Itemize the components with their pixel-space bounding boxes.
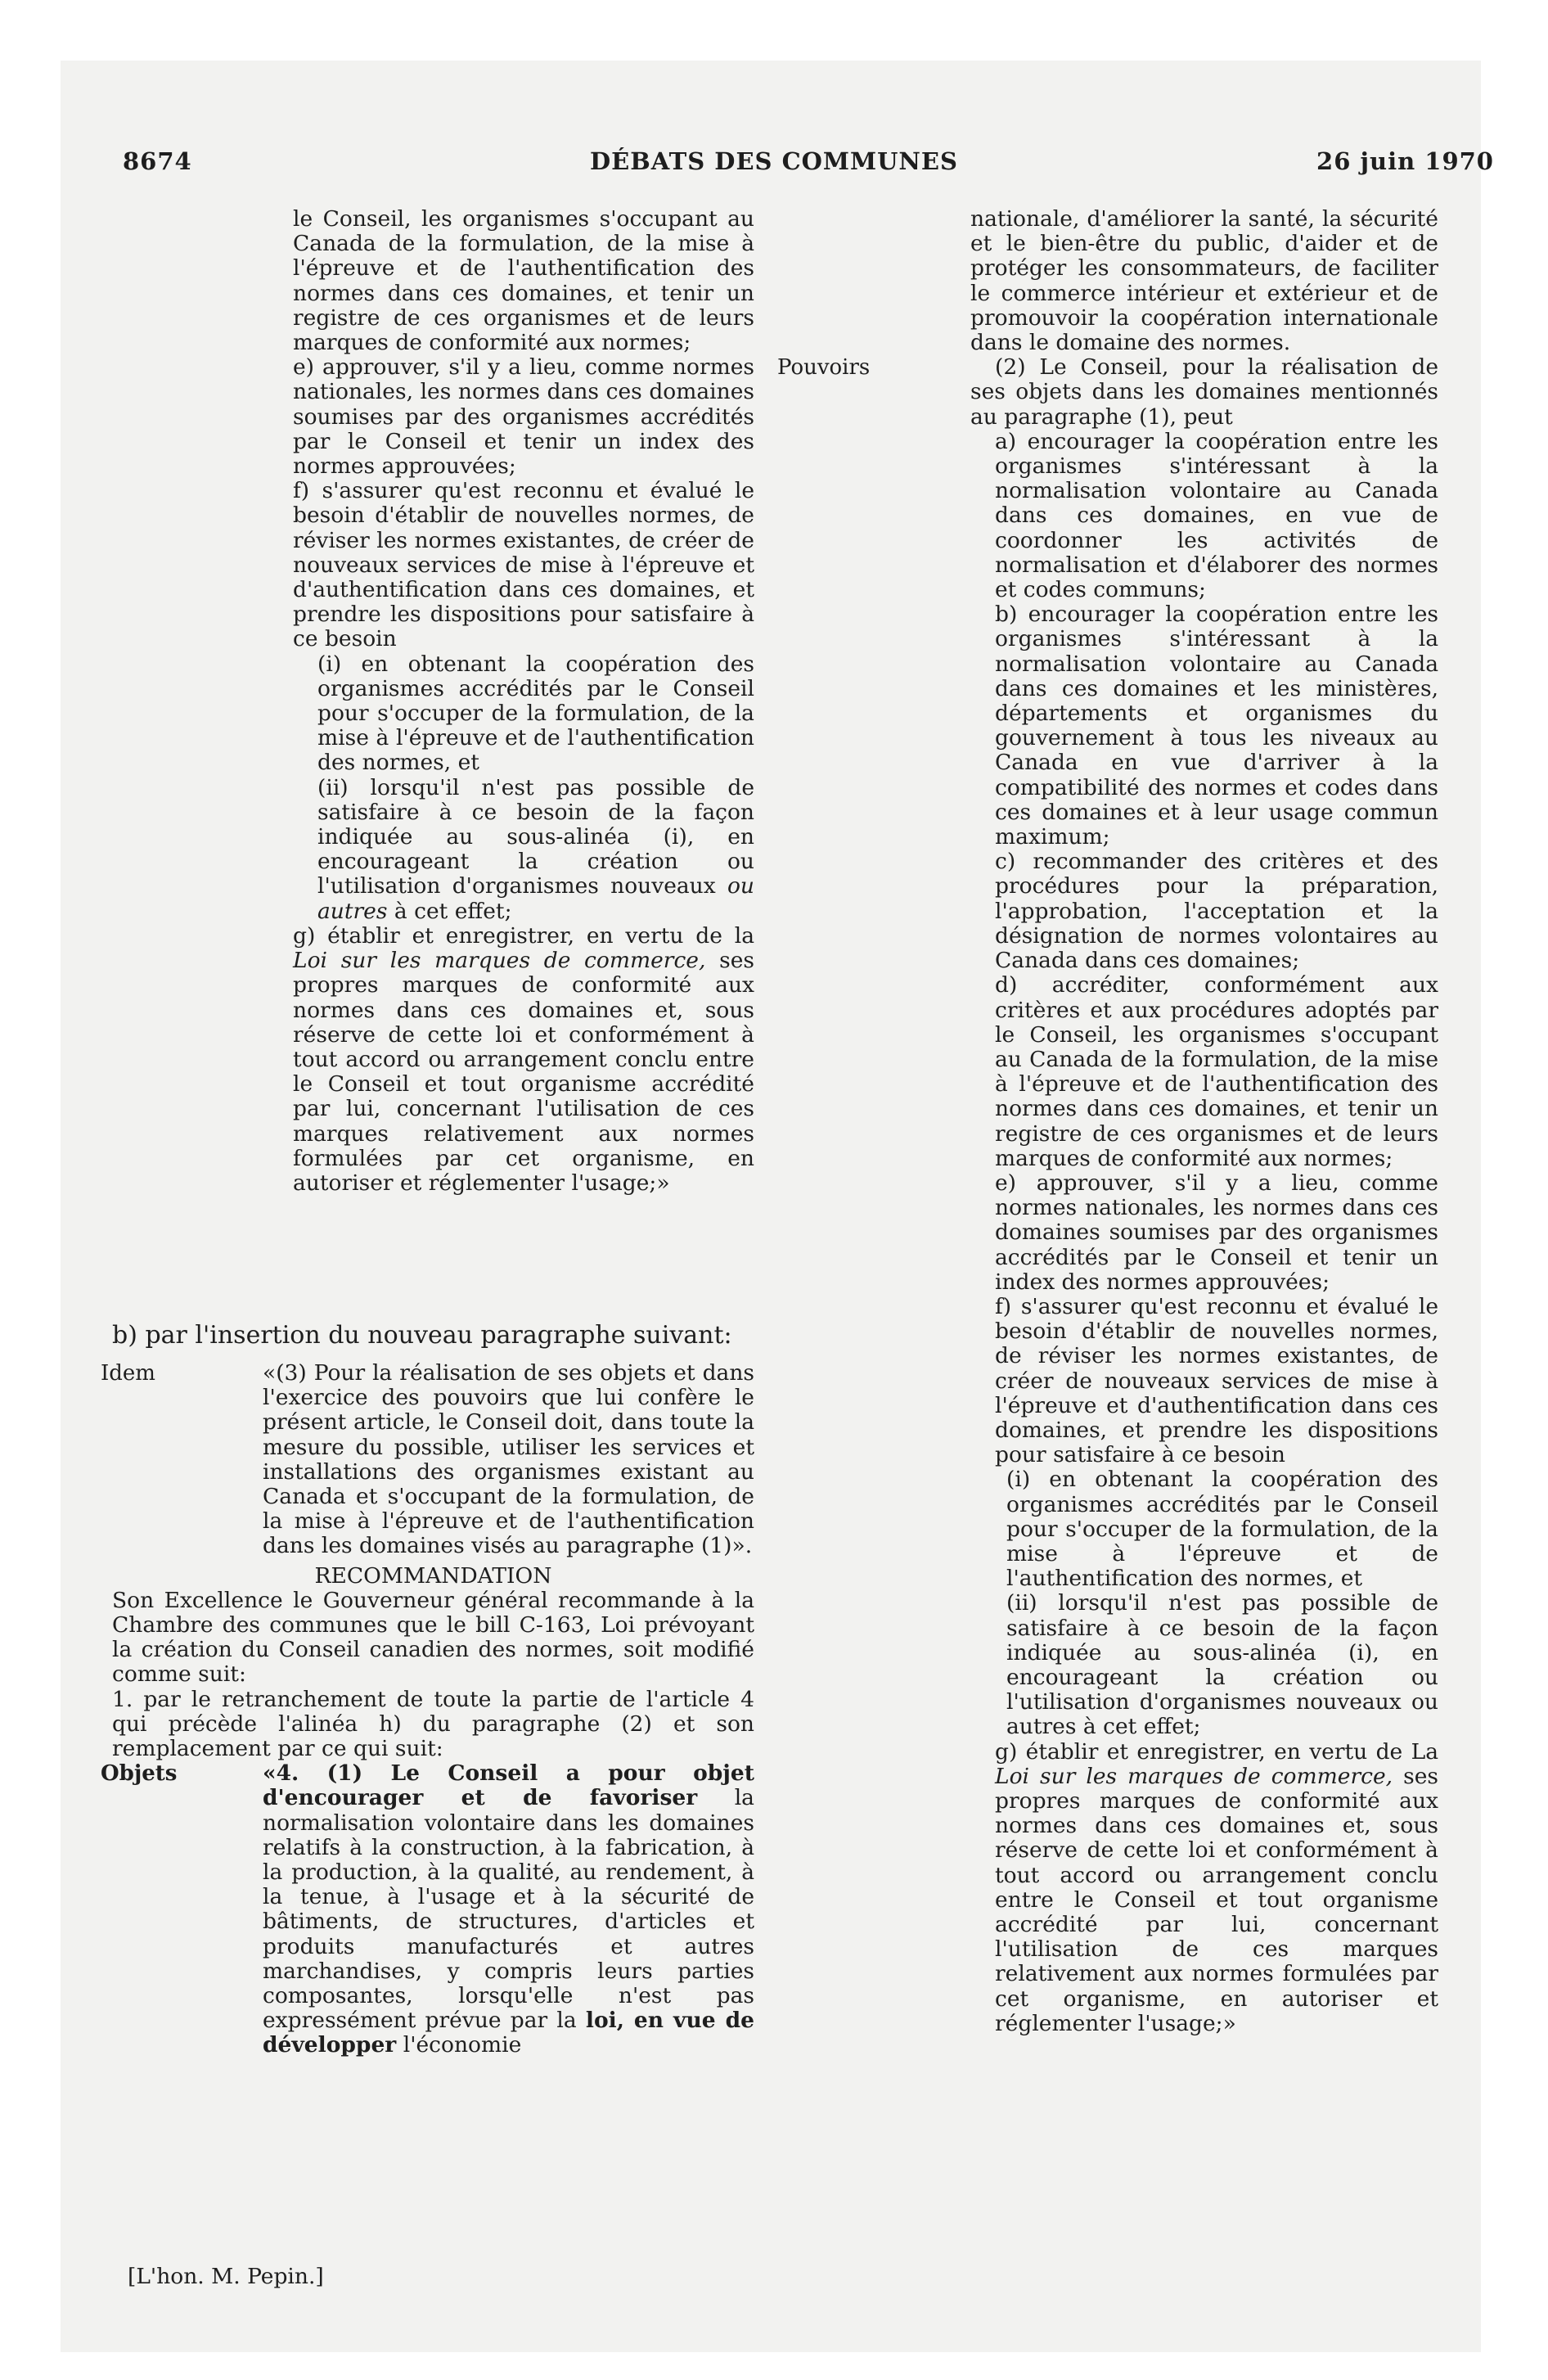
item-a: a) encourager la coopération entre les organismes s'intéressant à la normalisation volontaire au Canada dans ces domaines, en vue de coordonner les activités de normalisation et d'élaborer des normes et codes communs; xyxy=(995,428,1438,603)
italic-text: Loi sur les marques de commerce, xyxy=(293,948,706,974)
right-column xyxy=(777,206,1438,2036)
amendment-b-heading: b) par l'insertion du nouveau paragraphe suivant: xyxy=(112,1321,732,1350)
left-column-bottom xyxy=(101,1321,754,2058)
italic-text: Loi sur les marques de commerce, xyxy=(995,1763,1393,1789)
margin-note-objets: Objets xyxy=(101,1761,178,1787)
paragraph-2: (2) Le Conseil, pour la réalisation de ses objets dans les domaines mentionnés au paragraphe (1), peut xyxy=(970,354,1438,430)
subparagraph-i: (i) en obtenant la coopération des organismes accrédités par le Conseil pour s'occuper de la formulation, de la mise à l'épreuve et de l'authentification des normes, et xyxy=(317,651,754,776)
recommandation-text: Son Excellence le Gouverneur général recommande à la Chambre des communes que le bill C-163, Loi prévoyant la création du Conseil canadien des normes, soit modifié comme suit: xyxy=(112,1587,754,1688)
item-e: e) approuver, s'il y a lieu, comme normes nationales, les normes dans ces domaines soumises par des organismes accrédités par le Conseil et tenir un index des normes approuvées; xyxy=(995,1170,1438,1295)
item-c: c) recommander des critères et des procédures pour la préparation, l'approbation, l'acceptation et la désignation de normes volontaires au Canada dans ces domaines; xyxy=(995,849,1438,974)
text: ses propres marques de conformité aux normes dans ces domaines et, sous réserve de cette loi et conformément à tout accord ou arrangement conclu entre le Conseil et tout organisme accrédité par lui, concernant l'utilisation de ces marques relativement aux normes formulées par cet organisme, en autoriser et réglementer l'usage;» xyxy=(995,1763,1438,2036)
bold-text: loi, en vue de développer xyxy=(263,2008,754,2058)
item-b: b) encourager la coopération entre les organismes s'intéressant à la normalisation volontaire au Canada dans ces domaines et les ministères, départements et organismes du gouvernement à tous les niveaux au Canada en vue d'arriver à la compatibilité des normes et codes dans ces domaines et à leur usage commun maximum; xyxy=(995,602,1438,850)
bold-text: «4. (1) Le Conseil a pour objet d'encourager et de favoriser xyxy=(263,1760,754,1811)
page-date: 26 juin 1970 xyxy=(1316,147,1494,175)
text: ses propres marques de conformité aux normes dans ces domaines et, sous réserve de cette loi et conformément à tout accord ou arrangement conclu entre le Conseil et tout organisme accrédité par lui, concernant l'utilisation de ces marques relativement aux normes formulées par cet organisme, en autoriser et réglementer l'usage;» xyxy=(293,948,754,1196)
item-f: f) s'assurer qu'est reconnu et évalué le besoin d'établir de nouvelles normes, de réviser les normes existantes, de créer de nouveaux services de mise à l'épreuve et d'authentification dans ces domaines, et prendre les dispositions pour satisfaire à ce besoin xyxy=(995,1293,1438,1468)
margin-note-idem: Idem xyxy=(101,1361,155,1386)
idem-block xyxy=(101,1360,754,1559)
text: l'économie xyxy=(403,2032,522,2058)
objets-text xyxy=(263,1761,754,2058)
page-number: 8674 xyxy=(123,147,192,175)
left-column-top xyxy=(293,207,754,1196)
idem-text: «(3) Pour la réalisation de ses objets et dans l'exercice des pouvoirs que lui confère le présent article, le Conseil doit, dans toute la mesure du possible, utiliser les services et installations des organismes existant au Canada et s'occupant de la formulation, de la mise à l'épreuve et de l'authentification dans les domaines visés au paragraphe (1)». xyxy=(263,1360,754,1559)
italic-text: ou autres xyxy=(317,873,754,924)
margin-note-pouvoirs: Pouvoirs xyxy=(777,355,871,381)
recommandation-title: RECOMMANDATION xyxy=(314,1562,552,1589)
paragraph: nationale, d'améliorer la santé, la sécurité et le bien-être du public, d'aider et de protéger les consommateurs, de faciliter le commerce intérieur et extérieur et de promouvoir la coopération internationale dans le domaine des normes. xyxy=(970,206,1438,356)
subitem-i: (i) en obtenant la coopération des organismes accrédités par le Conseil pour s'occuper de la formulation, de la mise à l'épreuve et de l'authentification des normes, et xyxy=(1006,1467,1438,1592)
paragraph-g xyxy=(293,924,754,1196)
speaker-signoff: [L'hon. M. Pepin.] xyxy=(128,2264,324,2289)
objets-block xyxy=(101,1760,754,2058)
paragraph: le Conseil, les organismes s'occupant au Canada de la formulation, de la mise à l'épreuve et de l'authentification des normes dans ces domaines, et tenir un registre de ces organismes et de leurs marques de conformité aux normes; xyxy=(293,206,754,356)
page-title: DÉBATS DES COMMUNES xyxy=(590,147,958,175)
text: la normalisation volontaire dans les domaines relatifs à la construction, à la fabrication, à la production, à la qualité, au rendement, à la tenue, à l'usage et à la sécurité de bâtiments, de structures, d'articles et produits manufacturés et autres marchandises, y compris leurs parties composantes, lorsqu'elle n'est pas expressément prévue par la xyxy=(263,1785,754,2034)
pouvoirs-block xyxy=(777,354,1438,430)
item-g xyxy=(970,1740,1438,2036)
subparagraph-ii xyxy=(293,776,754,924)
text: g) établir et enregistrer, en vertu de La xyxy=(995,1738,1438,1765)
text: (ii) lorsqu'il n'est pas possible de satisfaire à ce besoin de la façon indiquée au sous-alinéa (i), en encourageant la création ou l'utilisation d'organismes nouveaux xyxy=(317,774,754,899)
text: g) établir et enregistrer, en vertu de la xyxy=(293,922,754,949)
subitem-ii: (ii) lorsqu'il n'est pas possible de satisfaire à ce besoin de la façon indiquée au sous-alinéa (i), en encourageant la création ou l'utilisation d'organismes nouveaux ou autres à cet effet; xyxy=(1006,1590,1438,1740)
paragraph-f: f) s'assurer qu'est reconnu et évalué le besoin d'établir de nouvelles normes, de réviser les normes existantes, de créer de nouveaux services de mise à l'épreuve et d'authentification dans ces domaines, et prendre les dispositions pour satisfaire à ce besoin xyxy=(293,478,754,652)
item-d: d) accréditer, conformément aux critères et aux procédures adoptés par le Conseil, les organismes s'occupant au Canada de la formulation, de la mise à l'épreuve et de l'authentification des normes dans ces domaines, et tenir un registre de ces organismes et de leurs marques de conformité aux normes; xyxy=(995,972,1438,1171)
paragraph-e: e) approuver, s'il y a lieu, comme normes nationales, les normes dans ces domaines soumises par des organismes accrédités par le Conseil et tenir un index des normes approuvées; xyxy=(293,354,754,480)
text: à cet effet; xyxy=(394,898,512,924)
amendment-item-1: 1. par le retranchement de toute la partie de l'article 4 qui précède l'alinéa h) du paragraphe (2) et son remplacement par ce qui suit: xyxy=(112,1686,754,1762)
